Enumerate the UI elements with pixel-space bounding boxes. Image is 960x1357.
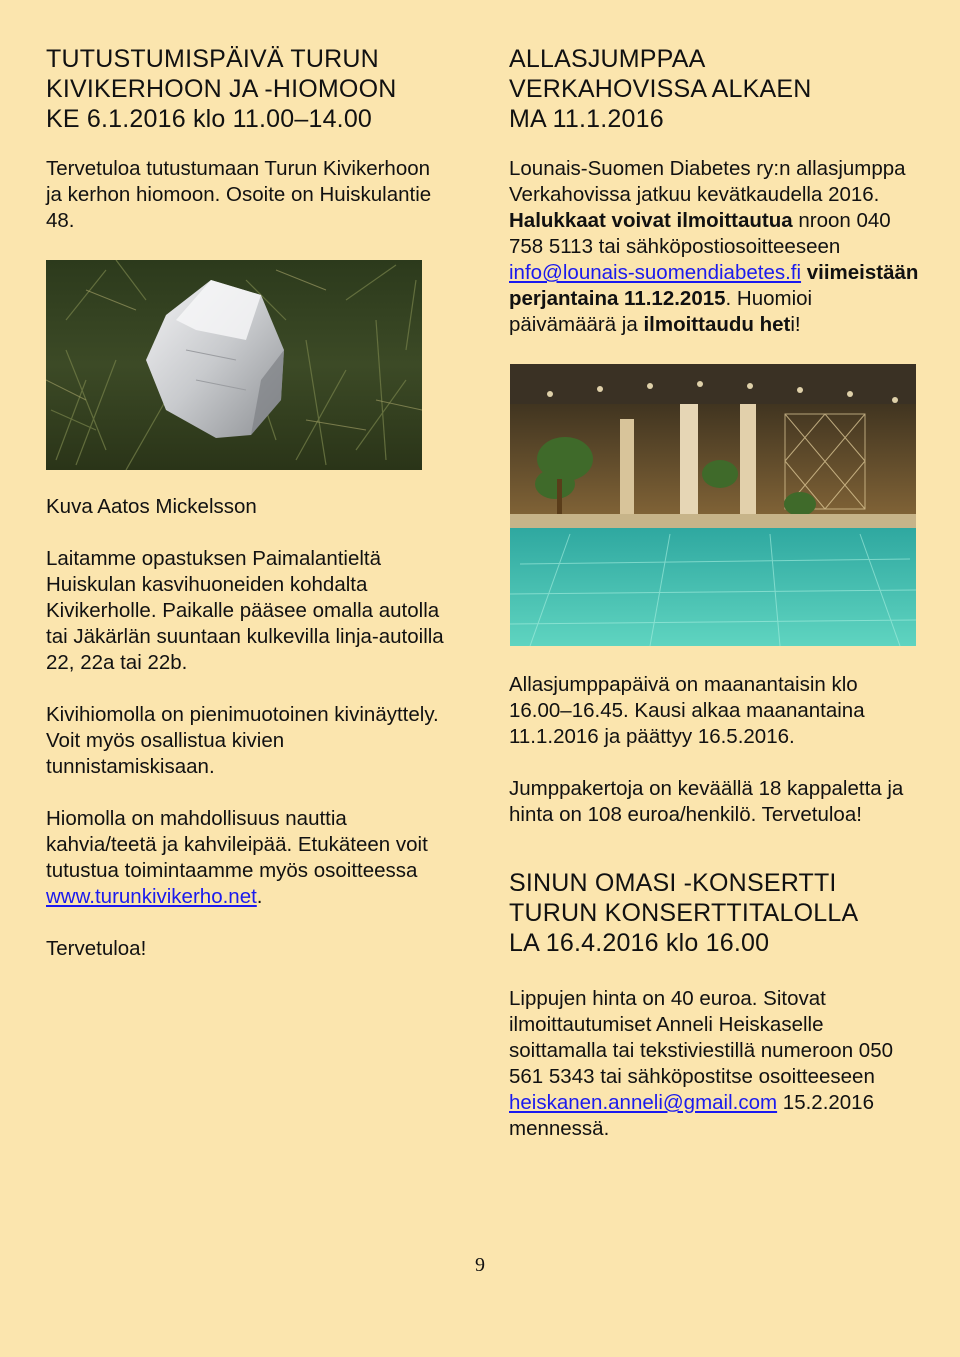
- contact-email-link[interactable]: heiskanen.anneli@gmail.com: [509, 1091, 778, 1114]
- bold-segment: Halukkaat voivat ilmoittautua: [509, 209, 793, 232]
- bold-segment: ilmoittaudu het: [643, 313, 791, 336]
- heading-line: KIVIKERHOON JA -HIOMOON: [46, 75, 397, 103]
- heading-line: VERKAHOVISSA ALKAEN: [509, 75, 812, 103]
- concert-info: [509, 986, 919, 1142]
- concert-heading: [509, 868, 919, 958]
- text-segment: . Huomioi päivämäärä ja: [509, 287, 813, 336]
- text-segment: Lounais-Suomen Diabetes ry:n allasjumppa Verkahovissa jatkuu kevätkaudella 2016.: [509, 157, 906, 206]
- diabetes-email-link[interactable]: info@lounais-suomendiabetes.fi: [509, 261, 802, 284]
- heading-line: SINUN OMASI -KONSERTTI: [509, 869, 837, 897]
- text-segment: Lippujen hinta on 40 euroa. Sitovat ilmoittautumiset Anneli Heiskaselle soittamalla tai tekstiviestillä numeroon 050 561 5343 tai sähköpostitse osoitteeseen: [509, 987, 893, 1088]
- coffee-paragraph: [46, 806, 446, 910]
- rock-photo: [46, 260, 422, 470]
- heading-line: TUTUSTUMISPÄIVÄ TURUN: [46, 45, 379, 73]
- right-column: [509, 44, 919, 1168]
- pool-photo: [510, 364, 916, 646]
- heading-line: ALLASJUMPPAA: [509, 45, 706, 73]
- heading-line: KE 6.1.2016 klo 11.00–14.00: [46, 105, 373, 133]
- heading-line: MA 11.1.2016: [509, 105, 664, 133]
- stone-club-heading: [46, 44, 446, 134]
- heading-line: TURUN KONSERTTITALOLLA: [509, 899, 859, 927]
- left-column: [46, 44, 446, 988]
- text-segment: i!: [790, 313, 801, 336]
- pool-schedule: Allasjumppapäivä on maanantaisin klo 16.00–16.45. Kausi alkaa maanantaina 11.1.2016 ja päättyy 16.5.2016.: [509, 673, 865, 748]
- pool-gym-heading: [509, 44, 919, 134]
- deadline-text: viimeistään perjantaina 11.12.2015: [509, 261, 919, 310]
- pool-price: Jumppakertoja on keväällä 18 kappaletta ja hinta on 108 euroa/henkilö. Tervetuloa!: [509, 777, 904, 826]
- pool-gym-info: [509, 156, 919, 338]
- heading-line: LA 16.4.2016 klo 16.00: [509, 929, 770, 957]
- coffee-text: Hiomolla on mahdollisuus nauttia kahvia/teetä ja kahvileipää. Etukäteen voit tutustua toimintaamme myös osoitteessa: [46, 807, 428, 882]
- directions-paragraph: Laitamme opastuksen Paimalantieltä Huiskulan kasvihuoneiden kohdalta Kivikerholle. Paikalle pääsee omalla autolla tai Jäkärlän suuntaan kulkevilla linja-autoilla 22, 22a tai 22b.: [46, 547, 444, 674]
- stone-club-intro: Tervetuloa tutustumaan Turun Kivikerhoon ja kerhon hiomoon. Osoite on Huiskulantie 48.: [46, 157, 432, 232]
- text-segment: 15.2.2016 mennessä.: [509, 1091, 874, 1140]
- page-number: 9: [475, 1254, 485, 1276]
- text-segment: nroon 040 758 5113 tai sähköpostiosoitteeseen: [509, 209, 891, 258]
- closing-text: Tervetuloa!: [46, 937, 147, 960]
- photo-caption: Kuva Aatos Mickelsson: [46, 495, 257, 518]
- period: .: [256, 885, 263, 908]
- exhibition-paragraph: Kivihiomolla on pienimuotoinen kivinäyttely. Voit myös osallistua kivien tunnistamiskisaan.: [46, 703, 439, 778]
- club-website-link[interactable]: www.turunkivikerho.net: [46, 885, 257, 908]
